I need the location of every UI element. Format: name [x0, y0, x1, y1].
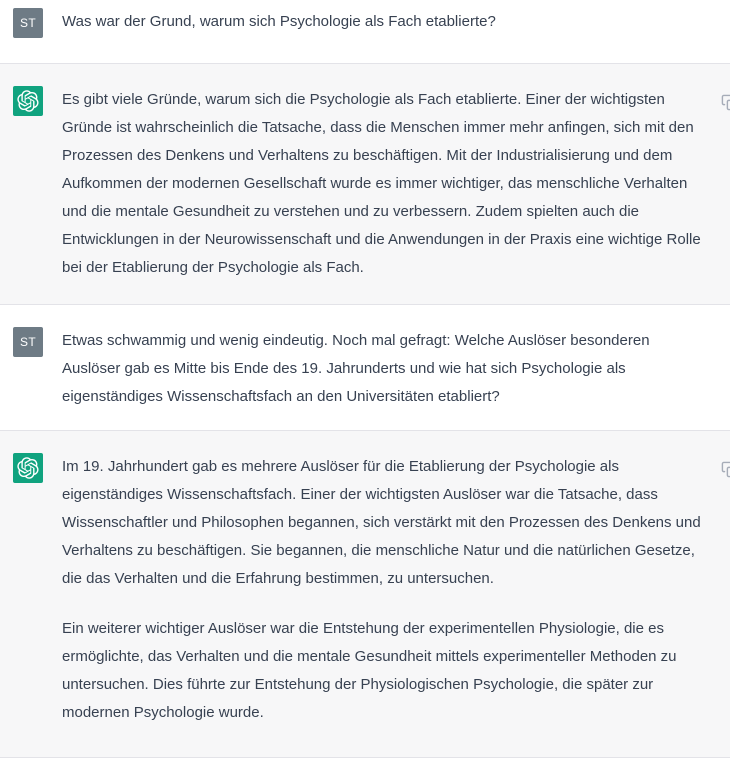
user-avatar-initials: ST	[20, 335, 36, 349]
message-paragraph: Etwas schwammig und wenig eindeutig. Noch mal gefragt: Welche Auslöser besonderen Auslöser gab es Mitte bis Ende des 19. Jahrunderts und wie hat sich Psychologie als eigenständiges Wissenschaftsfach an den Universitäten etabliert?	[62, 332, 650, 405]
message-content	[62, 86, 710, 282]
user-message-row	[0, 0, 730, 64]
message-paragraph: Ein weiterer wichtiger Auslöser war die Entstehung der experimentellen Physiologie, die es ermöglichte, das Verhalten und die mentale Gesundheit mittels experimenteller Methoden zu untersuchen. Dies führte zur Entstehung der Physiologischen Psychologie, die später zur modernen Psychologie wurde.	[62, 620, 677, 721]
message-paragraph: Was war der Grund, warum sich Psychologie als Fach etablierte?	[62, 13, 496, 30]
message-paragraph: Es gibt viele Gründe, warum sich die Psychologie als Fach etablierte. Einer der wichtigsten Gründe ist wahrscheinlich die Tatsache, dass die Menschen immer mehr anfingen, sich mit den Prozessen des Denkens und Verhaltens zu beschäftigen. Mit der Industrialisierung und dem Aufkommen der modernen Gesellschaft wurde es immer wichtiger, das menschliche Verhalten und die mentale Gesundheit zu verstehen und zu verbessern. Zudem spielten auch die Entwicklungen in der Neurowissenschaft und die Anwendungen in der Praxis eine wichtige Rolle bei der Etablierung der Psychologie als Fach.	[62, 91, 701, 276]
clipboard-icon	[721, 93, 730, 112]
assistant-avatar	[13, 86, 43, 116]
user-avatar-initials: ST	[20, 16, 36, 30]
assistant-avatar	[13, 453, 43, 483]
clipboard-icon	[721, 460, 730, 479]
user-avatar	[13, 327, 43, 357]
openai-logo-icon	[17, 457, 39, 479]
user-avatar	[13, 8, 43, 38]
message-paragraph: Im 19. Jahrhundert gab es mehrere Auslöser für die Etablierung der Psychologie als eigenständiges Wissenschaftsfach. Einer der wichtigsten Auslöser war die Tatsache, dass Wissenschaftler und Philosophen begannen, sich verstärkt mit den Prozessen des Denkens und Verhaltens zu beschäftigen. Sie begannen, die menschliche Natur und die natürlichen Gesetze, die das Verhalten und die Erfahrung bestimmen, zu untersuchen.	[62, 458, 701, 587]
user-message-row	[0, 305, 730, 431]
openai-logo-icon	[17, 90, 39, 112]
assistant-message-row	[0, 64, 730, 305]
copy-button[interactable]	[721, 92, 730, 112]
assistant-message-row	[0, 431, 730, 758]
message-content	[62, 453, 710, 727]
copy-button[interactable]	[721, 459, 730, 479]
message-content	[62, 8, 496, 36]
message-content	[62, 327, 710, 411]
